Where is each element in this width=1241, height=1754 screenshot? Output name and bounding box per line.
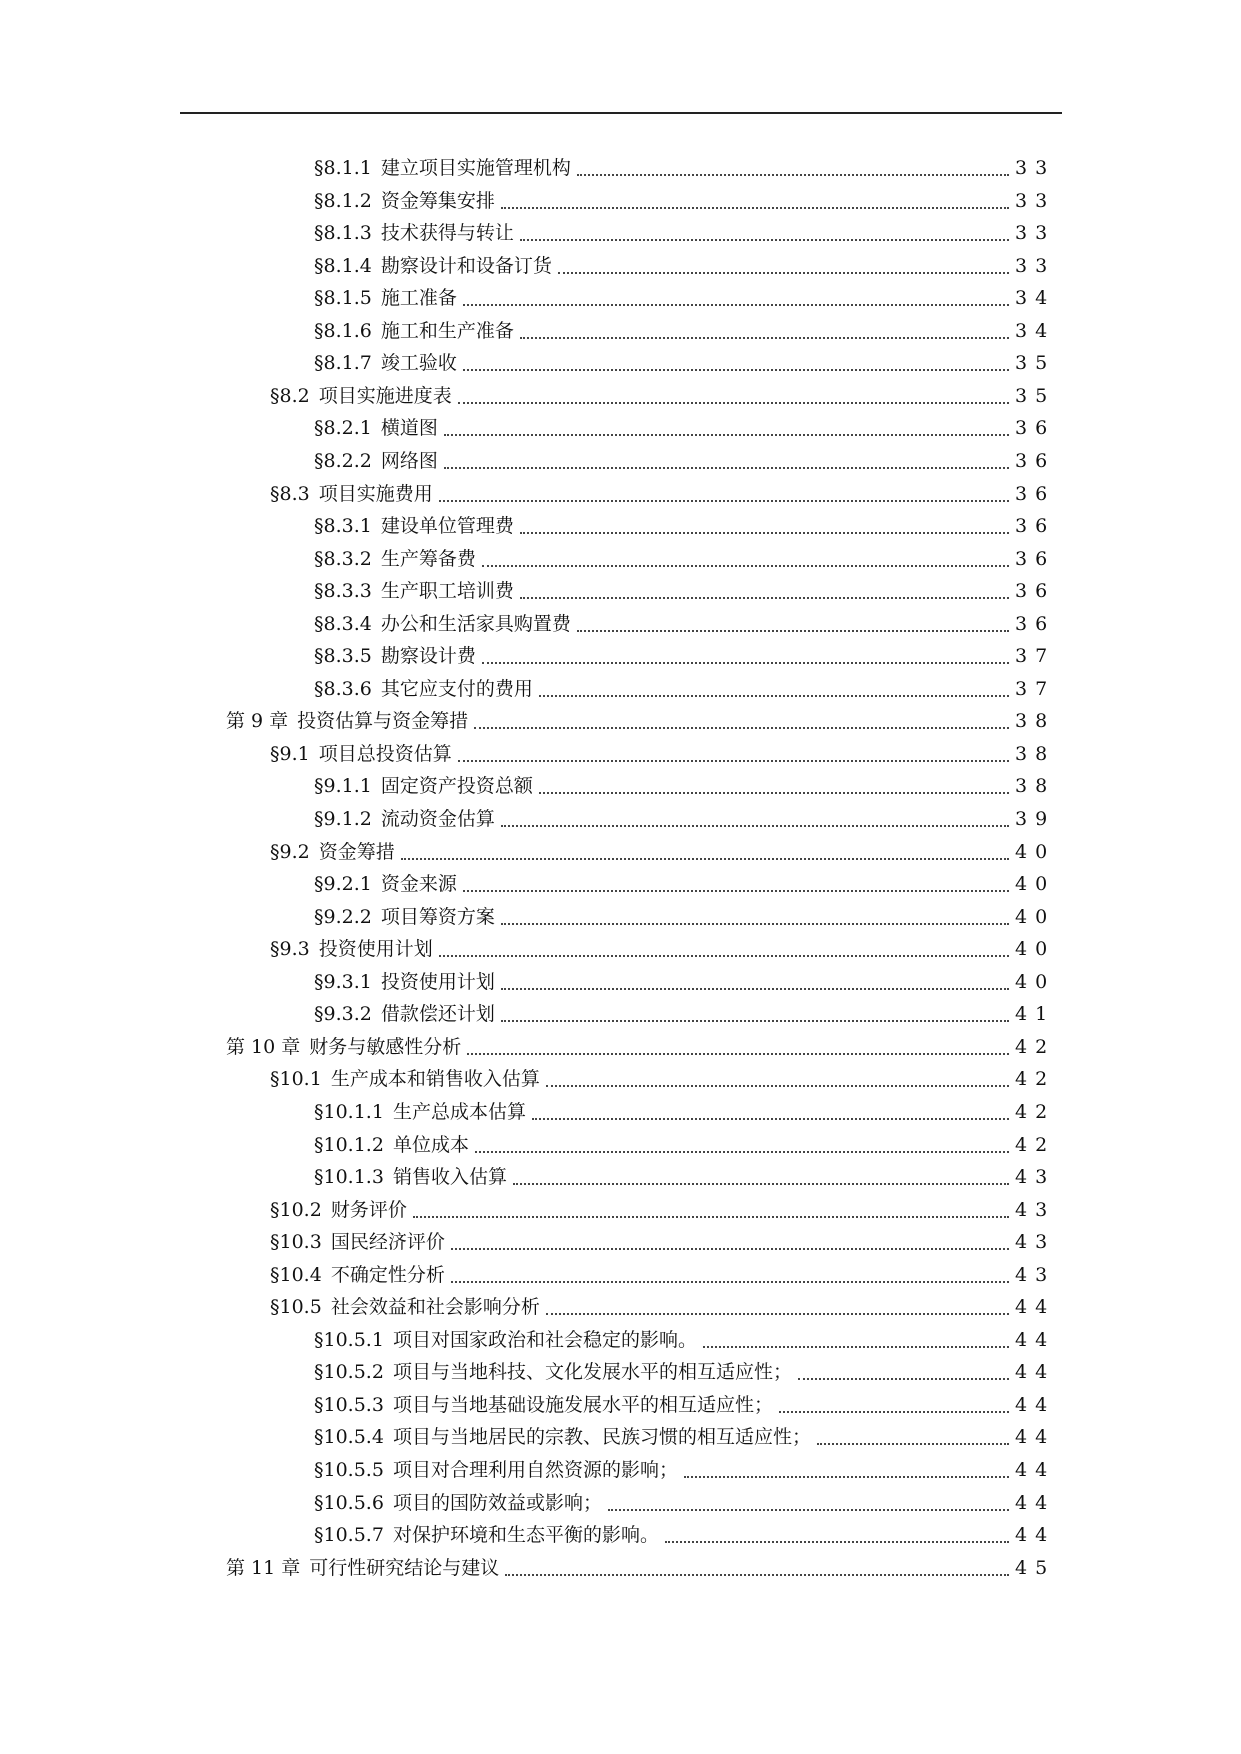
toc-entry-page: 34	[1015, 319, 1056, 342]
toc-entry-page: 44	[1015, 1296, 1056, 1319]
toc-entry-page: 43	[1015, 1231, 1056, 1254]
dot-leader	[798, 1378, 1009, 1380]
toc-entry-title: 资金来源	[380, 873, 457, 896]
dot-leader	[703, 1346, 1009, 1348]
toc-entry-page: 38	[1015, 775, 1056, 798]
toc-entry[interactable]	[314, 673, 1056, 705]
dot-leader	[539, 695, 1009, 697]
toc-entry-number: §8.2.1	[314, 417, 372, 440]
toc-entry-page: 35	[1015, 352, 1056, 375]
toc-entry[interactable]	[314, 575, 1056, 607]
dot-leader	[577, 174, 1009, 176]
dot-leader	[505, 1574, 1009, 1576]
toc-entry-page: 42	[1015, 1133, 1056, 1156]
dot-leader	[467, 1053, 1009, 1055]
toc-entry-page: 33	[1015, 189, 1056, 212]
toc-entry-number: §10.2	[270, 1198, 322, 1221]
toc-entry[interactable]	[270, 738, 1056, 770]
toc-entry[interactable]	[270, 1259, 1056, 1291]
toc-entry-page: 40	[1015, 840, 1056, 863]
dot-leader	[451, 1248, 1009, 1250]
toc-entry[interactable]	[314, 315, 1056, 347]
dot-leader	[665, 1541, 1009, 1543]
toc-entry-number: §10.5.7	[314, 1524, 384, 1547]
toc-entry-title: 生产成本和销售收入估算	[330, 1068, 540, 1091]
toc-entry[interactable]	[314, 1421, 1056, 1453]
toc-entry-number: §9.1.2	[314, 808, 372, 830]
toc-entry-number: §8.3.5	[314, 645, 372, 668]
dot-leader	[475, 1151, 1009, 1153]
dot-leader	[474, 727, 1009, 729]
toc-entry-page: 44	[1015, 1426, 1056, 1449]
toc-entry-page: 43	[1015, 1198, 1056, 1221]
toc-entry[interactable]	[314, 803, 1056, 835]
toc-entry-page: 33	[1015, 254, 1056, 277]
toc-entry-number: §9.3.1	[314, 970, 372, 993]
toc-entry-number: §10.1	[270, 1068, 322, 1091]
toc-entry[interactable]	[314, 1356, 1056, 1388]
toc-entry[interactable]	[314, 1324, 1056, 1356]
toc-entry[interactable]	[270, 1291, 1056, 1323]
toc-entry-number: §9.3.2	[314, 1003, 372, 1026]
toc-entry[interactable]	[314, 217, 1056, 249]
toc-entry[interactable]	[314, 1519, 1056, 1551]
toc-entry-title: 项目与当地科技、文化发展水平的相互适应性；	[392, 1361, 792, 1384]
toc-entry-title: 不确定性分析	[330, 1263, 445, 1286]
dot-leader	[451, 1281, 1009, 1283]
toc-entry-title: 资金筹集安排	[380, 189, 495, 212]
toc-entry-title: 生产职工培训费	[380, 580, 514, 603]
toc-entry[interactable]	[226, 705, 1056, 737]
toc-entry-number: §9.2.1	[314, 873, 372, 896]
dot-leader	[501, 988, 1009, 990]
toc-entry-title: 项目的国防效益或影响；	[392, 1491, 602, 1514]
toc-entry-number: §10.5.4	[314, 1426, 384, 1449]
toc-entry-page: 33	[1015, 222, 1056, 245]
dot-leader	[779, 1411, 1009, 1413]
toc-entry-number: 第 10 章	[226, 1035, 301, 1058]
toc-entry[interactable]	[270, 380, 1056, 412]
toc-entry-page: 37	[1015, 645, 1056, 668]
dot-leader	[558, 272, 1009, 274]
toc-entry-title: 生产总成本估算	[392, 1100, 526, 1123]
toc-entry-number: §9.2	[270, 840, 310, 863]
toc-entry-title: 横道图	[380, 417, 438, 440]
toc-entry-page: 36	[1015, 612, 1056, 635]
toc-entry-page: 40	[1015, 938, 1056, 961]
toc-entry-number: §8.1.7	[314, 352, 372, 375]
dot-leader	[520, 337, 1009, 339]
dot-leader	[577, 630, 1009, 632]
toc-entry-number: §10.5.3	[314, 1393, 384, 1416]
toc-entry-title: 施工和生产准备	[380, 319, 514, 342]
toc-entry-title: 投资使用计划	[380, 970, 495, 993]
toc-entry[interactable]	[314, 1096, 1056, 1128]
toc-entry-title: 项目与当地基础设施发展水平的相互适应性；	[392, 1393, 773, 1416]
toc-entry-page: 38	[1015, 710, 1056, 733]
toc-entry-page: 37	[1015, 677, 1056, 700]
toc-entry-number: §8.3.1	[314, 515, 372, 538]
toc-entry-title: 勘察设计和设备订货	[380, 254, 552, 277]
toc-entry-title: 勘察设计费	[380, 645, 476, 668]
toc-entry[interactable]	[270, 1226, 1056, 1258]
toc-entry-page: 43	[1015, 1263, 1056, 1286]
toc-entry-number: §8.3.4	[314, 612, 372, 635]
dot-leader	[546, 1313, 1009, 1315]
toc-entry-page: 43	[1015, 1166, 1056, 1189]
toc-entry-title: 借款偿还计划	[380, 1003, 495, 1026]
toc-entry[interactable]	[314, 608, 1056, 640]
toc-entry-page: 38	[1015, 742, 1056, 765]
toc-entry-number: §10.4	[270, 1263, 322, 1286]
toc-entry-number: §10.3	[270, 1231, 322, 1254]
toc-entry-number: §10.5.6	[314, 1491, 384, 1514]
dot-leader	[401, 858, 1009, 860]
toc-entry-page: 36	[1015, 547, 1056, 570]
toc-entry-page: 36	[1015, 417, 1056, 440]
toc-entry-title: 建立项目实施管理机构	[380, 157, 571, 179]
toc-entry-number: 第 9 章	[226, 710, 289, 733]
toc-entry[interactable]	[270, 1194, 1056, 1226]
toc-entry-title: 竣工验收	[380, 352, 457, 375]
toc-entry-title: 可行性研究结论与建议	[309, 1556, 500, 1579]
toc-entry[interactable]	[314, 412, 1056, 444]
dot-leader	[608, 1509, 1009, 1511]
dot-leader	[546, 1085, 1009, 1087]
toc-entry[interactable]	[314, 543, 1056, 575]
toc-entry-page: 33	[1015, 157, 1056, 179]
toc-entry[interactable]	[314, 1454, 1056, 1486]
toc-entry[interactable]	[270, 836, 1056, 868]
dot-leader	[482, 662, 1009, 664]
toc-entry-page: 44	[1015, 1361, 1056, 1384]
toc-entry-number: §8.1.4	[314, 254, 372, 277]
dot-leader	[463, 369, 1009, 371]
dot-leader	[520, 239, 1009, 241]
toc-entry[interactable]	[314, 1161, 1056, 1193]
toc-entry-number: §8.1.1	[314, 157, 372, 179]
toc-entry[interactable]	[314, 1129, 1056, 1161]
dot-leader	[482, 565, 1009, 567]
toc-entry-title: 项目总投资估算	[318, 742, 452, 765]
toc-entry-page: 41	[1015, 1003, 1056, 1026]
toc-entry-title: 销售收入估算	[392, 1166, 507, 1189]
toc-entry-page: 34	[1015, 287, 1056, 310]
dot-leader	[439, 500, 1009, 502]
toc-entry-number: §8.1.5	[314, 287, 372, 310]
toc-entry-page: 42	[1015, 1035, 1056, 1058]
toc-entry[interactable]	[226, 1031, 1056, 1063]
toc-entry-number: §8.2.2	[314, 449, 372, 472]
toc-entry-number: §8.3.3	[314, 580, 372, 603]
dot-leader	[520, 532, 1009, 534]
toc-entry-title: 财务评价	[330, 1198, 407, 1221]
toc-entry[interactable]	[270, 1063, 1056, 1095]
toc-entry-page: 36	[1015, 580, 1056, 603]
header-rule	[180, 112, 1062, 114]
dot-leader	[684, 1476, 1009, 1478]
toc-entry-number: §10.5.1	[314, 1328, 384, 1351]
toc-entry-title: 施工准备	[380, 287, 457, 310]
toc-entry-title: 流动资金估算	[380, 808, 495, 830]
toc-entry-title: 其它应支付的费用	[380, 677, 533, 700]
toc-entry-page: 39	[1015, 808, 1056, 830]
toc-entry-title: 项目实施费用	[318, 482, 433, 505]
toc-entry-title: 投资使用计划	[318, 938, 433, 961]
toc-entry[interactable]	[314, 770, 1056, 802]
toc-entry[interactable]	[314, 347, 1056, 379]
toc-entry-title: 办公和生活家具购置费	[380, 612, 571, 635]
toc-entry-page: 42	[1015, 1100, 1056, 1123]
toc-entry[interactable]	[314, 640, 1056, 672]
toc-entry[interactable]	[314, 282, 1056, 314]
toc-entry-title: 生产筹备费	[380, 547, 476, 570]
toc-entry-title: 建设单位管理费	[380, 515, 514, 538]
toc-entry[interactable]	[270, 478, 1056, 510]
dot-leader	[513, 1183, 1009, 1185]
toc-entry[interactable]	[314, 1389, 1056, 1421]
toc-entry-number: §8.3.6	[314, 677, 372, 700]
dot-leader	[463, 304, 1009, 306]
toc-entry-title: 投资估算与资金筹措	[297, 710, 469, 733]
toc-entry-number: §10.1.3	[314, 1166, 384, 1189]
toc-entry-title: 项目筹资方案	[380, 905, 495, 928]
toc-entry-title: 项目对国家政治和社会稳定的影响。	[392, 1328, 697, 1351]
dot-leader	[501, 207, 1009, 209]
dot-leader	[444, 467, 1009, 469]
toc-entry-title: 国民经济评价	[330, 1231, 445, 1254]
toc-entry-title: 单位成本	[392, 1133, 469, 1156]
toc-entry-number: §8.2	[270, 384, 310, 407]
toc-entry-page: 40	[1015, 873, 1056, 896]
toc-entry-number: §10.5.5	[314, 1459, 384, 1481]
toc-entry[interactable]	[314, 868, 1056, 900]
toc-entry-number: §8.1.2	[314, 189, 372, 212]
toc-entry-title: 对保护环境和生态平衡的影响。	[392, 1524, 659, 1547]
toc-entry-page: 36	[1015, 482, 1056, 505]
toc-entry-title: 固定资产投资总额	[380, 775, 533, 798]
dot-leader	[532, 1118, 1009, 1120]
toc-entry-number: §8.3	[270, 482, 310, 505]
toc-entry-page: 36	[1015, 515, 1056, 538]
toc-entry[interactable]	[314, 185, 1056, 217]
toc-entry-page: 44	[1015, 1328, 1056, 1351]
toc-entry-title: 项目实施进度表	[318, 384, 452, 407]
toc-entry-number: §9.1.1	[314, 775, 372, 798]
dot-leader	[501, 825, 1009, 827]
dot-leader	[501, 923, 1009, 925]
toc-entry-page: 36	[1015, 449, 1056, 472]
dot-leader	[458, 760, 1009, 762]
toc-entry-page: 45	[1015, 1556, 1056, 1579]
toc-entry-number: §9.2.2	[314, 905, 372, 928]
toc-entry-page: 44	[1015, 1524, 1056, 1547]
toc-entry-title: 资金筹措	[318, 840, 395, 863]
toc-entry-number: §9.1	[270, 742, 310, 765]
toc-entry-page: 44	[1015, 1459, 1056, 1481]
toc-entry[interactable]	[314, 966, 1056, 998]
toc-entry-title: 网络图	[380, 449, 438, 472]
dot-leader	[413, 1216, 1009, 1218]
dot-leader	[439, 955, 1009, 957]
toc-entry[interactable]	[314, 1487, 1056, 1519]
toc-entry-number: §10.1.1	[314, 1100, 384, 1123]
toc-entry-page: 40	[1015, 970, 1056, 993]
toc-entry[interactable]	[314, 152, 1056, 184]
toc-entry-number: §8.1.3	[314, 222, 372, 245]
toc-entry-title: 项目对合理利用自然资源的影响；	[392, 1459, 678, 1481]
toc-entry[interactable]	[270, 933, 1056, 965]
toc-entry-title: 项目与当地居民的宗教、民族习惯的相互适应性；	[392, 1426, 811, 1449]
toc-entry-title: 财务与敏感性分析	[309, 1035, 462, 1058]
toc-entry-number: 第 11 章	[226, 1556, 301, 1579]
dot-leader	[463, 890, 1009, 892]
dot-leader	[539, 792, 1009, 794]
toc-entry-page: 35	[1015, 384, 1056, 407]
toc-entry-title: 社会效益和社会影响分析	[330, 1296, 540, 1319]
toc-entry[interactable]	[314, 250, 1056, 282]
toc-entry-number: §10.1.2	[314, 1133, 384, 1156]
toc-entry[interactable]	[314, 901, 1056, 933]
toc-entry-number: §10.5.2	[314, 1361, 384, 1384]
toc-entry-number: §8.1.6	[314, 319, 372, 342]
toc-entry-page: 44	[1015, 1393, 1056, 1416]
toc-entry[interactable]	[314, 445, 1056, 477]
toc-entry[interactable]	[314, 510, 1056, 542]
toc-entry-number: §10.5	[270, 1296, 322, 1319]
dot-leader	[444, 434, 1009, 436]
toc-entry-number: §8.3.2	[314, 547, 372, 570]
dot-leader	[520, 597, 1009, 599]
dot-leader	[501, 1020, 1009, 1022]
dot-leader	[458, 402, 1009, 404]
toc-entry-page: 44	[1015, 1491, 1056, 1514]
toc-entry-number: §9.3	[270, 938, 310, 961]
dot-leader	[817, 1443, 1009, 1445]
toc-entry[interactable]	[226, 1552, 1056, 1584]
toc-entry[interactable]	[314, 998, 1056, 1030]
toc-entry-page: 40	[1015, 905, 1056, 928]
toc-entry-page: 42	[1015, 1068, 1056, 1091]
toc-entry-title: 技术获得与转让	[380, 222, 514, 245]
